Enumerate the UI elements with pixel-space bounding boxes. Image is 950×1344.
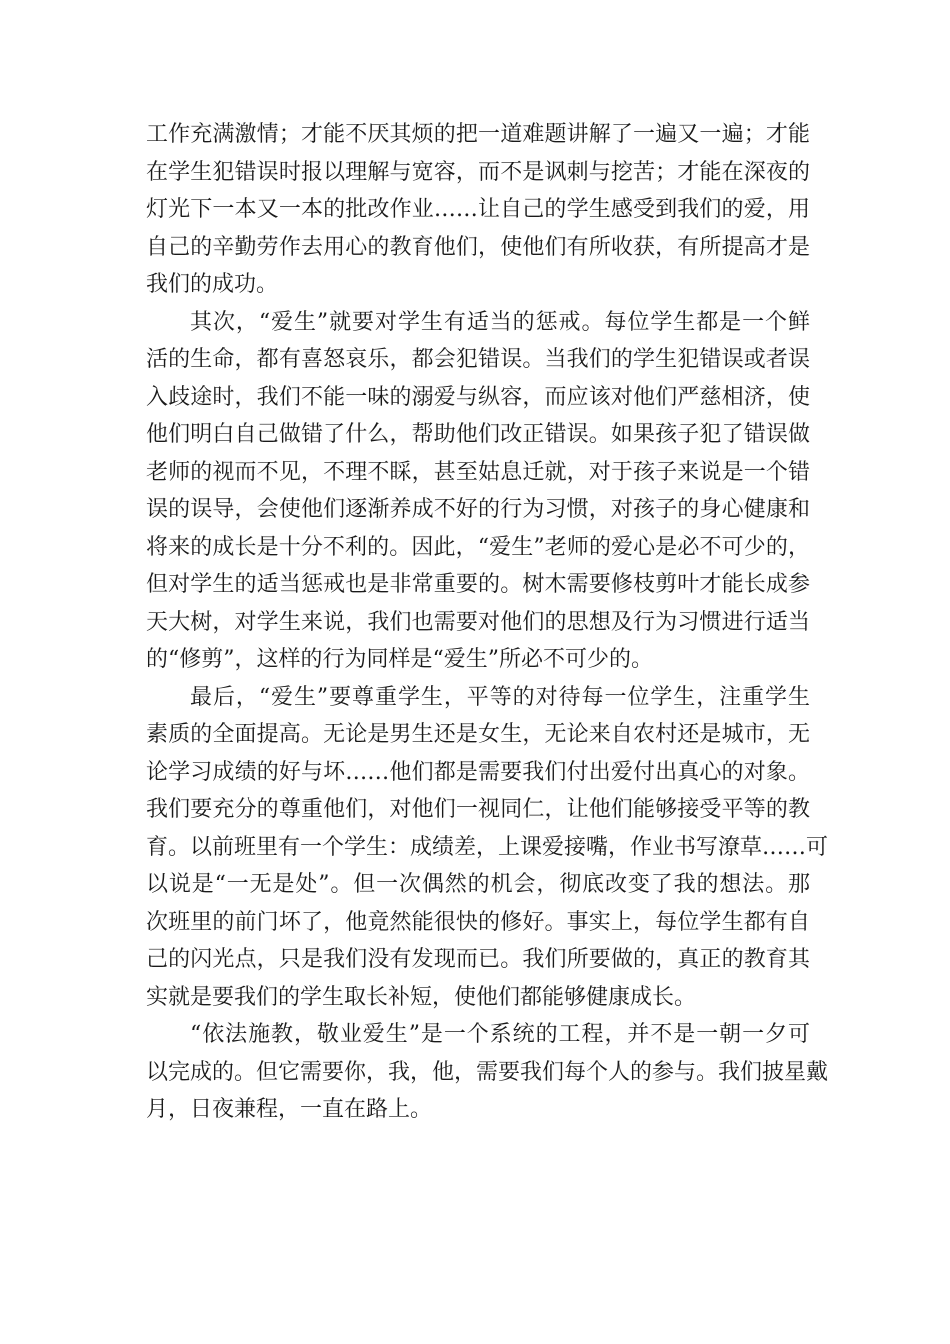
text-line: 最后，“爱生”要尊重学生，平等的对待每一位学生，注重学生 — [190, 684, 810, 710]
text-line: 将来的成长是十分不利的。因此，“爱生”老师的爱心是必不可少的， — [146, 534, 810, 560]
document-body — [146, 116, 829, 1129]
text-line: 在学生犯错误时报以理解与宽容，而不是讽刺与挖苦；才能在深夜的 — [146, 159, 810, 185]
paragraph-1 — [146, 116, 810, 304]
text-line: 以说是“一无是处”。但一次偶然的机会，彻底改变了我的想法。那 — [146, 872, 810, 897]
text-line: 自己的辛勤劳作去用心的教育他们，使他们有所收获，有所提高才是 — [146, 234, 810, 260]
text-line: 入歧途时，我们不能一味的溺爱与纵容，而应该对他们严慈相济，使 — [146, 384, 810, 410]
text-line: 素质的全面提高。无论是男生还是女生，无论来自农村还是城市，无 — [146, 722, 810, 747]
text-line: 己的闪光点，只是我们没有发现而已。我们所要做的，真正的教育其 — [146, 947, 810, 972]
text-line: 工作充满激情；才能不厌其烦的把一道难题讲解了一遍又一遍；才能 — [146, 122, 810, 147]
text-line: 其次，“爱生”就要对学生有适当的惩戒。每位学生都是一个鲜 — [190, 309, 810, 335]
text-line: 他们明白自己做错了什么，帮助他们改正错误。如果孩子犯了错误做 — [146, 422, 810, 447]
text-line: 我们的成功。 — [146, 272, 279, 297]
text-line: 天大树，对学生来说，我们也需要对他们的思想及行为习惯进行适当 — [146, 609, 810, 635]
text-line: 老师的视而不见，不理不睬，甚至姑息迁就，对于孩子来说是一个错 — [146, 459, 810, 485]
text-line: 灯光下一本又一本的批改作业……让自己的学生感受到我们的爱，用 — [146, 197, 810, 222]
text-line: 以完成的。但它需要你，我，他，需要我们每个人的参与。我们披星戴 — [146, 1059, 829, 1085]
paragraph-4 — [146, 1016, 829, 1129]
text-line: “依法施教，敬业爱生”是一个系统的工程，并不是一朝一夕可 — [190, 1022, 810, 1047]
text-line: 活的生命，都有喜怒哀乐，都会犯错误。当我们的学生犯错误或者误 — [146, 347, 810, 372]
text-line: 误的误导，会使他们逐渐养成不好的行为习惯，对孩子的身心健康和 — [146, 497, 810, 522]
paragraph-2 — [146, 304, 810, 679]
text-line: 我们要充分的尊重他们，对他们一视同仁，让他们能够接受平等的教 — [146, 797, 810, 822]
text-line: 实就是要我们的学生取长补短，使他们都能够健康成长。 — [146, 984, 697, 1010]
text-line: 但对学生的适当惩戒也是非常重要的。树木需要修枝剪叶才能长成参 — [146, 572, 810, 597]
paragraph-3 — [146, 679, 829, 1017]
text-line: 论学习成绩的好与坏……他们都是需要我们付出爱付出真心的对象。 — [146, 759, 810, 785]
text-line: 育。以前班里有一个学生：成绩差，上课爱接嘴，作业书写潦草……可 — [146, 834, 829, 860]
text-line: 的“修剪”，这样的行为同样是“爱生”所必不可少的。 — [146, 647, 653, 672]
text-line: 月，日夜兼程，一直在路上。 — [146, 1097, 433, 1122]
text-line: 次班里的前门坏了，他竟然能很快的修好。事实上，每位学生都有自 — [146, 909, 810, 935]
